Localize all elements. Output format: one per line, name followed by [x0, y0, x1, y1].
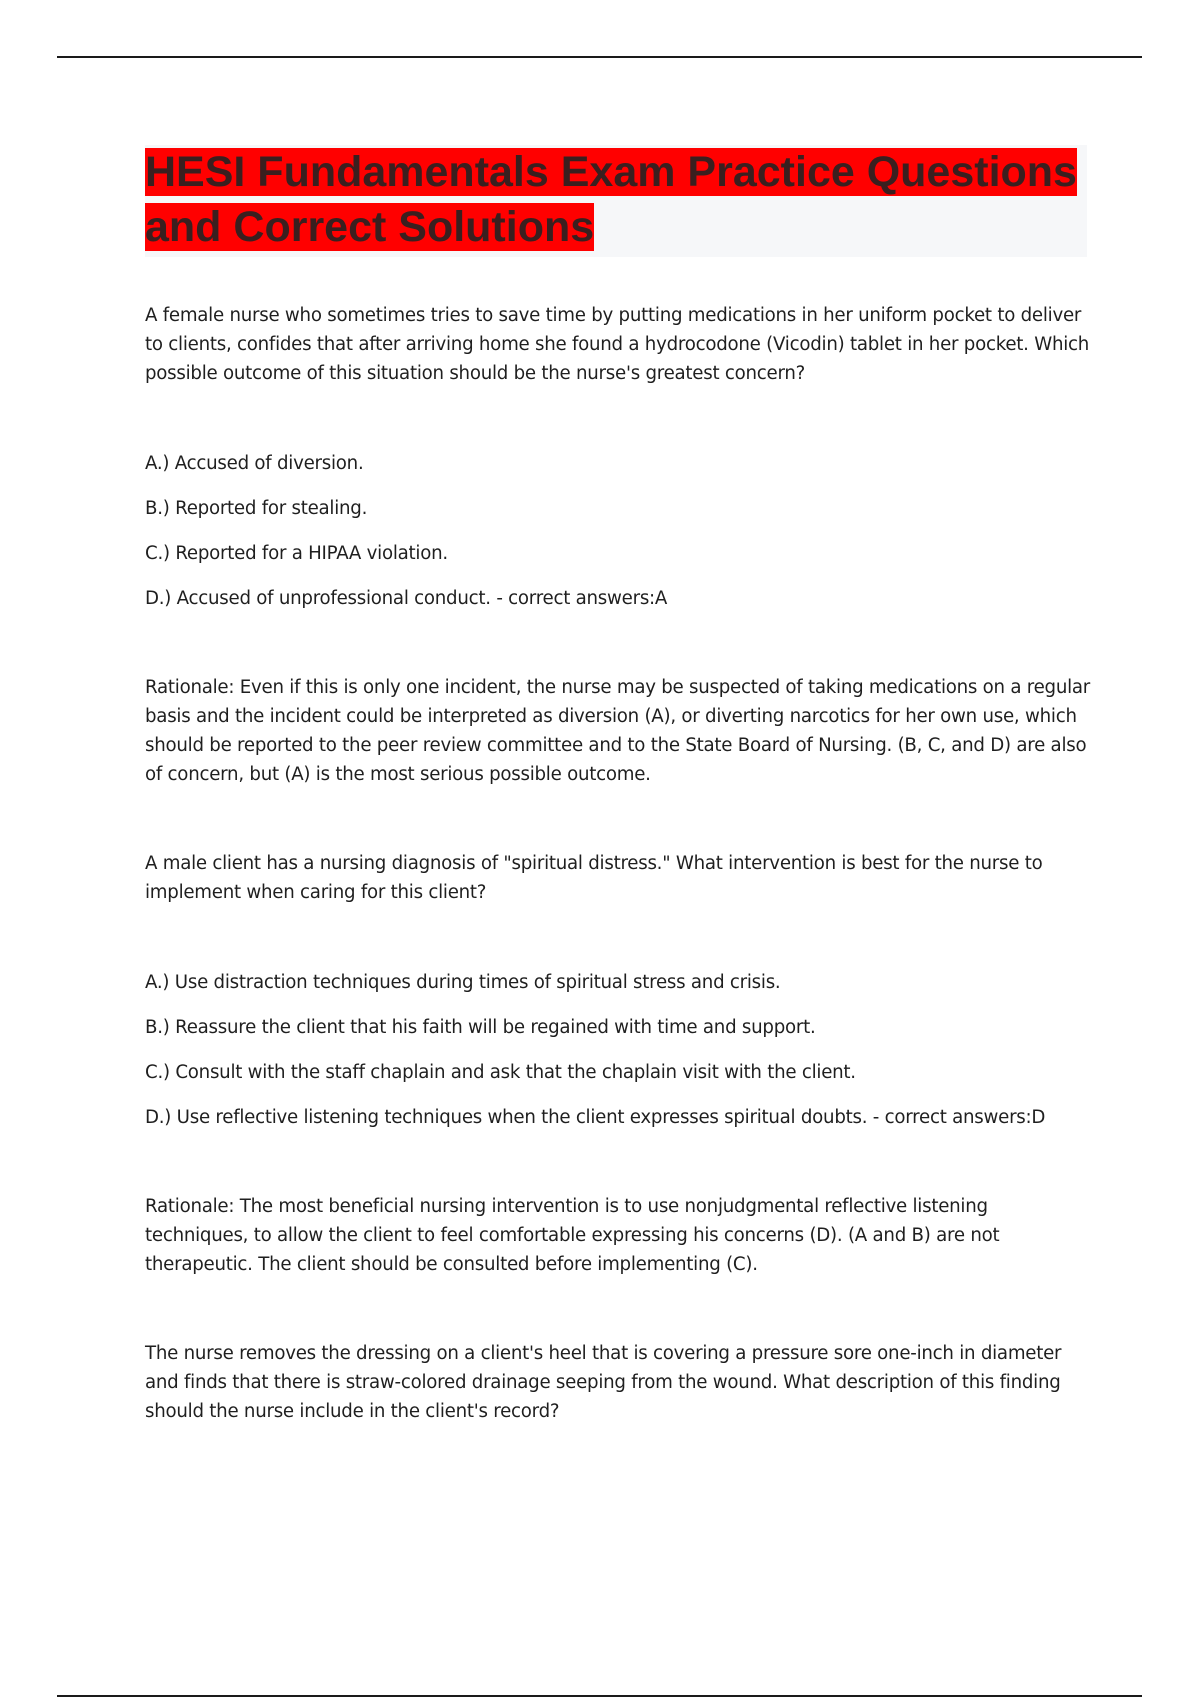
option-a: A.) Use distraction techniques during times of spiritual stress and crisis. [145, 972, 781, 993]
document-title: HESI Fundamentals Exam Practice Questions and Correct Solutions [145, 148, 1077, 251]
option-c: C.) Reported for a HIPAA violation. [145, 543, 448, 564]
top-rule [57, 56, 1142, 58]
option-d: D.) Use reflective listening techniques when the client expresses spiritual doubts. - correct answers:D [145, 1107, 1046, 1128]
question-2-rationale: Rationale: The most beneficial nursing intervention is to use nonjudgmental reflective listening techniques, to allow the client to feel comfortable expressing his concerns (D). (A and B) are not therapeutic. The client should be consulted before implementing (C). [145, 1196, 1000, 1275]
document-body [145, 301, 1095, 1426]
option-b: B.) Reported for stealing. [145, 498, 368, 519]
option-c: C.) Consult with the staff chaplain and ask that the chaplain visit with the client. [145, 1062, 856, 1083]
option-b: B.) Reassure the client that his faith will be regained with time and support. [145, 1017, 816, 1038]
title-block [145, 145, 1087, 257]
question-2-options [145, 968, 1095, 1132]
bottom-rule [57, 1695, 1142, 1697]
question-3-text: The nurse removes the dressing on a client's heel that is covering a pressure sore one-inch in diameter and finds that there is straw-colored drainage seeping from the wound. What description of this finding should the nurse include in the client's record? [145, 1343, 1062, 1422]
question-1-options [145, 449, 1095, 613]
option-a: A.) Accused of diversion. [145, 453, 364, 474]
option-d: D.) Accused of unprofessional conduct. - correct answers:A [145, 588, 668, 609]
question-1-text: A female nurse who sometimes tries to save time by putting medications in her uniform pocket to deliver to clients, confides that after arriving home she found a hydrocodone (Vicodin) tablet in her pocket. Which possible outcome of this situation should be the nurse's greatest concern? [145, 305, 1090, 384]
question-2-text: A male client has a nursing diagnosis of "spiritual distress." What intervention is best for the nurse to implement when caring for this client? [145, 853, 1043, 903]
question-1-rationale: Rationale: Even if this is only one incident, the nurse may be suspected of taking medications on a regular basis and the incident could be interpreted as diversion (A), or diverting narcotics for her own use, which should be reported to the peer review committee and to the State Board of Nursing. (B, C, and D) are also of concern, but (A) is the most serious possible outcome. [145, 677, 1091, 785]
